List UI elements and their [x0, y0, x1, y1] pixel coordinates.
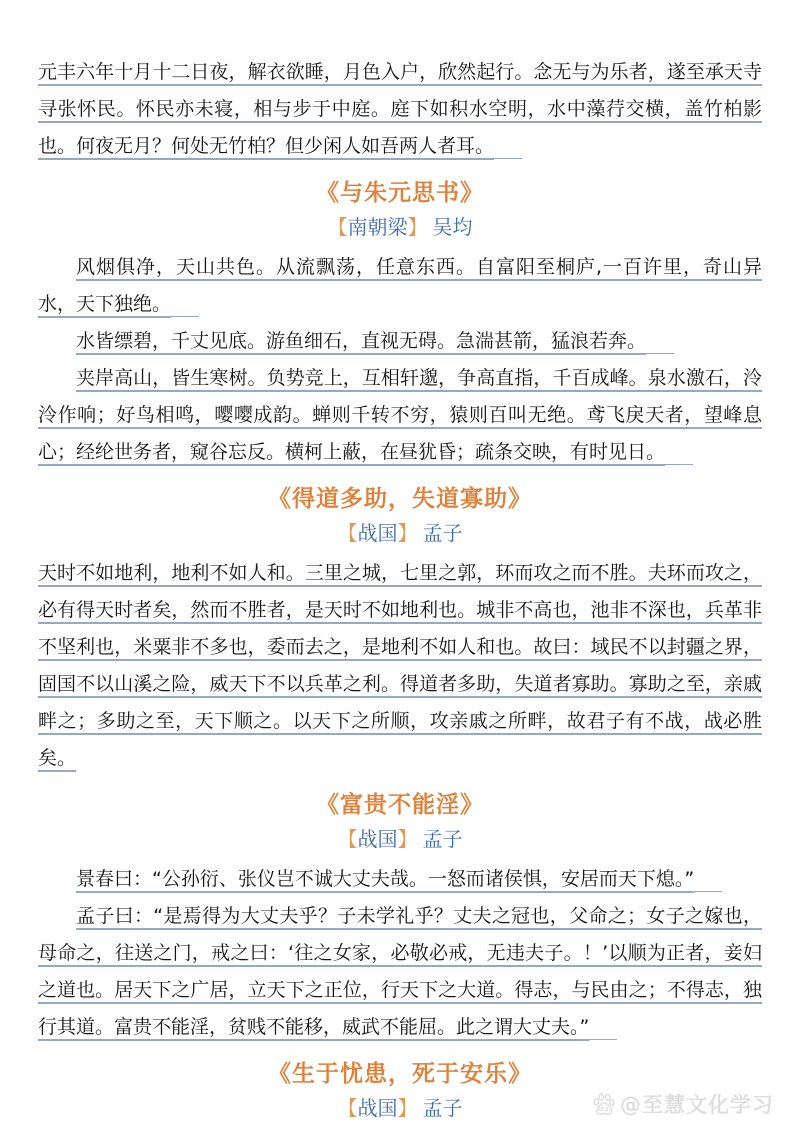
section-author — [38, 823, 762, 855]
author-bracket-close: 】 — [397, 827, 418, 851]
section-fuguibunengyin — [38, 789, 762, 1046]
author-name: 孟子 — [422, 521, 463, 545]
section-title: 《与朱元思书》 — [316, 180, 484, 206]
paragraph: 景春曰：“公孙衍、张仪岂不诚大丈夫哉。一怒而诸侯惧，安居而天下熄。” — [38, 861, 762, 898]
section-title: 《富贵不能淫》 — [316, 792, 484, 818]
section-yuzhuyuansishu — [38, 177, 762, 471]
author-bracket-open: 【 — [327, 215, 348, 239]
author-dynasty: 战国 — [357, 1096, 398, 1120]
section-title: 《得道多助，失道寡助》 — [268, 486, 532, 512]
author-bracket-open: 【 — [337, 827, 358, 851]
author-dynasty: 南朝梁 — [347, 215, 408, 239]
paragraph-chengtiansi-continuation: 元丰六年十月十二日夜，解衣欲睡，月色入户，欣然起行。念无与为乐者，遂至承天寺寻张怀民。怀民亦未寝，相与步于中庭。庭下如积水空明，水中藻荇交横，盖竹柏影也。何夜无月？何处无竹柏？但少闲人如吾两人者耳。 — [38, 54, 762, 165]
author-name: 孟子 — [422, 827, 463, 851]
paw-du-label: du — [598, 1106, 610, 1114]
paragraph: 夹岸高山，皆生寒树。负势竞上，互相轩邈，争高直指，千百成峰。泉水激石，泠泠作响；好鸟相鸣，嘤嘤成韵。蝉则千转不穷，猿则百叫无绝。鸢飞戾天者，望峰息心；经纶世务者，窥谷忘反。横柯上蔽，在昼犹昏；疏条交映，有时见日。 — [38, 360, 762, 471]
author-name: 孟子 — [422, 1096, 463, 1120]
author-bracket-open: 【 — [337, 1096, 358, 1120]
watermark-text: @至慧文化学习 — [620, 1093, 774, 1117]
section-author — [38, 211, 762, 243]
paragraph: 风烟俱净，天山共色。从流飘荡，任意东西。自富阳至桐庐,一百许里，奇山异水，天下独绝。 — [38, 249, 762, 323]
section-author — [38, 517, 762, 549]
author-dynasty: 战国 — [357, 827, 398, 851]
author-name: 吴均 — [432, 215, 473, 239]
author-bracket-close: 】 — [397, 1096, 418, 1120]
author-dynasty: 战国 — [357, 521, 398, 545]
author-bracket-open: 【 — [337, 521, 358, 545]
author-bracket-close: 】 — [407, 215, 428, 239]
section-dedaoduozhu — [38, 483, 762, 777]
watermark — [591, 1089, 774, 1119]
paragraph: 孟子曰：“是焉得为大丈夫乎？子未学礼乎？丈夫之冠也，父命之；女子之嫁也，母命之，往送之门，戒之曰：‘往之女家，必敬必戒，无违夫子。！’以顺为正者，妾妇之道也。居天下之广居，立天下之正位，行天下之大道。得志，与民由之；不得志，独行其道。富贵不能淫，贫贱不能移，威武不能屈。此之谓大丈夫。” — [38, 898, 762, 1046]
paragraph: 天时不如地利，地利不如人和。三里之城，七里之郭，环而攻之而不胜。夫环而攻之，必有得天时者矣，然而不胜者，是天时不如地利也。城非不高也，池非不深也，兵革非不坚利也，米粟非不多也，委而去之，是地利不如人和也。故曰：域民不以封疆之界，固国不以山溪之险，威天下不以兵革之利。得道者多助，失道者寡助。寡助之至，亲戚畔之；多助之至，天下顺之。以天下之所顺，攻亲戚之所畔，故君子有不战，战必胜矣。 — [38, 562, 762, 769]
author-bracket-close: 】 — [397, 521, 418, 545]
baidu-paw-icon — [591, 1091, 617, 1117]
section-title: 《生于忧患，死于安乐》 — [268, 1061, 532, 1087]
paragraph: 水皆缥碧，千丈见底。游鱼细石，直视无碍。急湍甚箭，猛浪若奔。 — [38, 323, 762, 360]
